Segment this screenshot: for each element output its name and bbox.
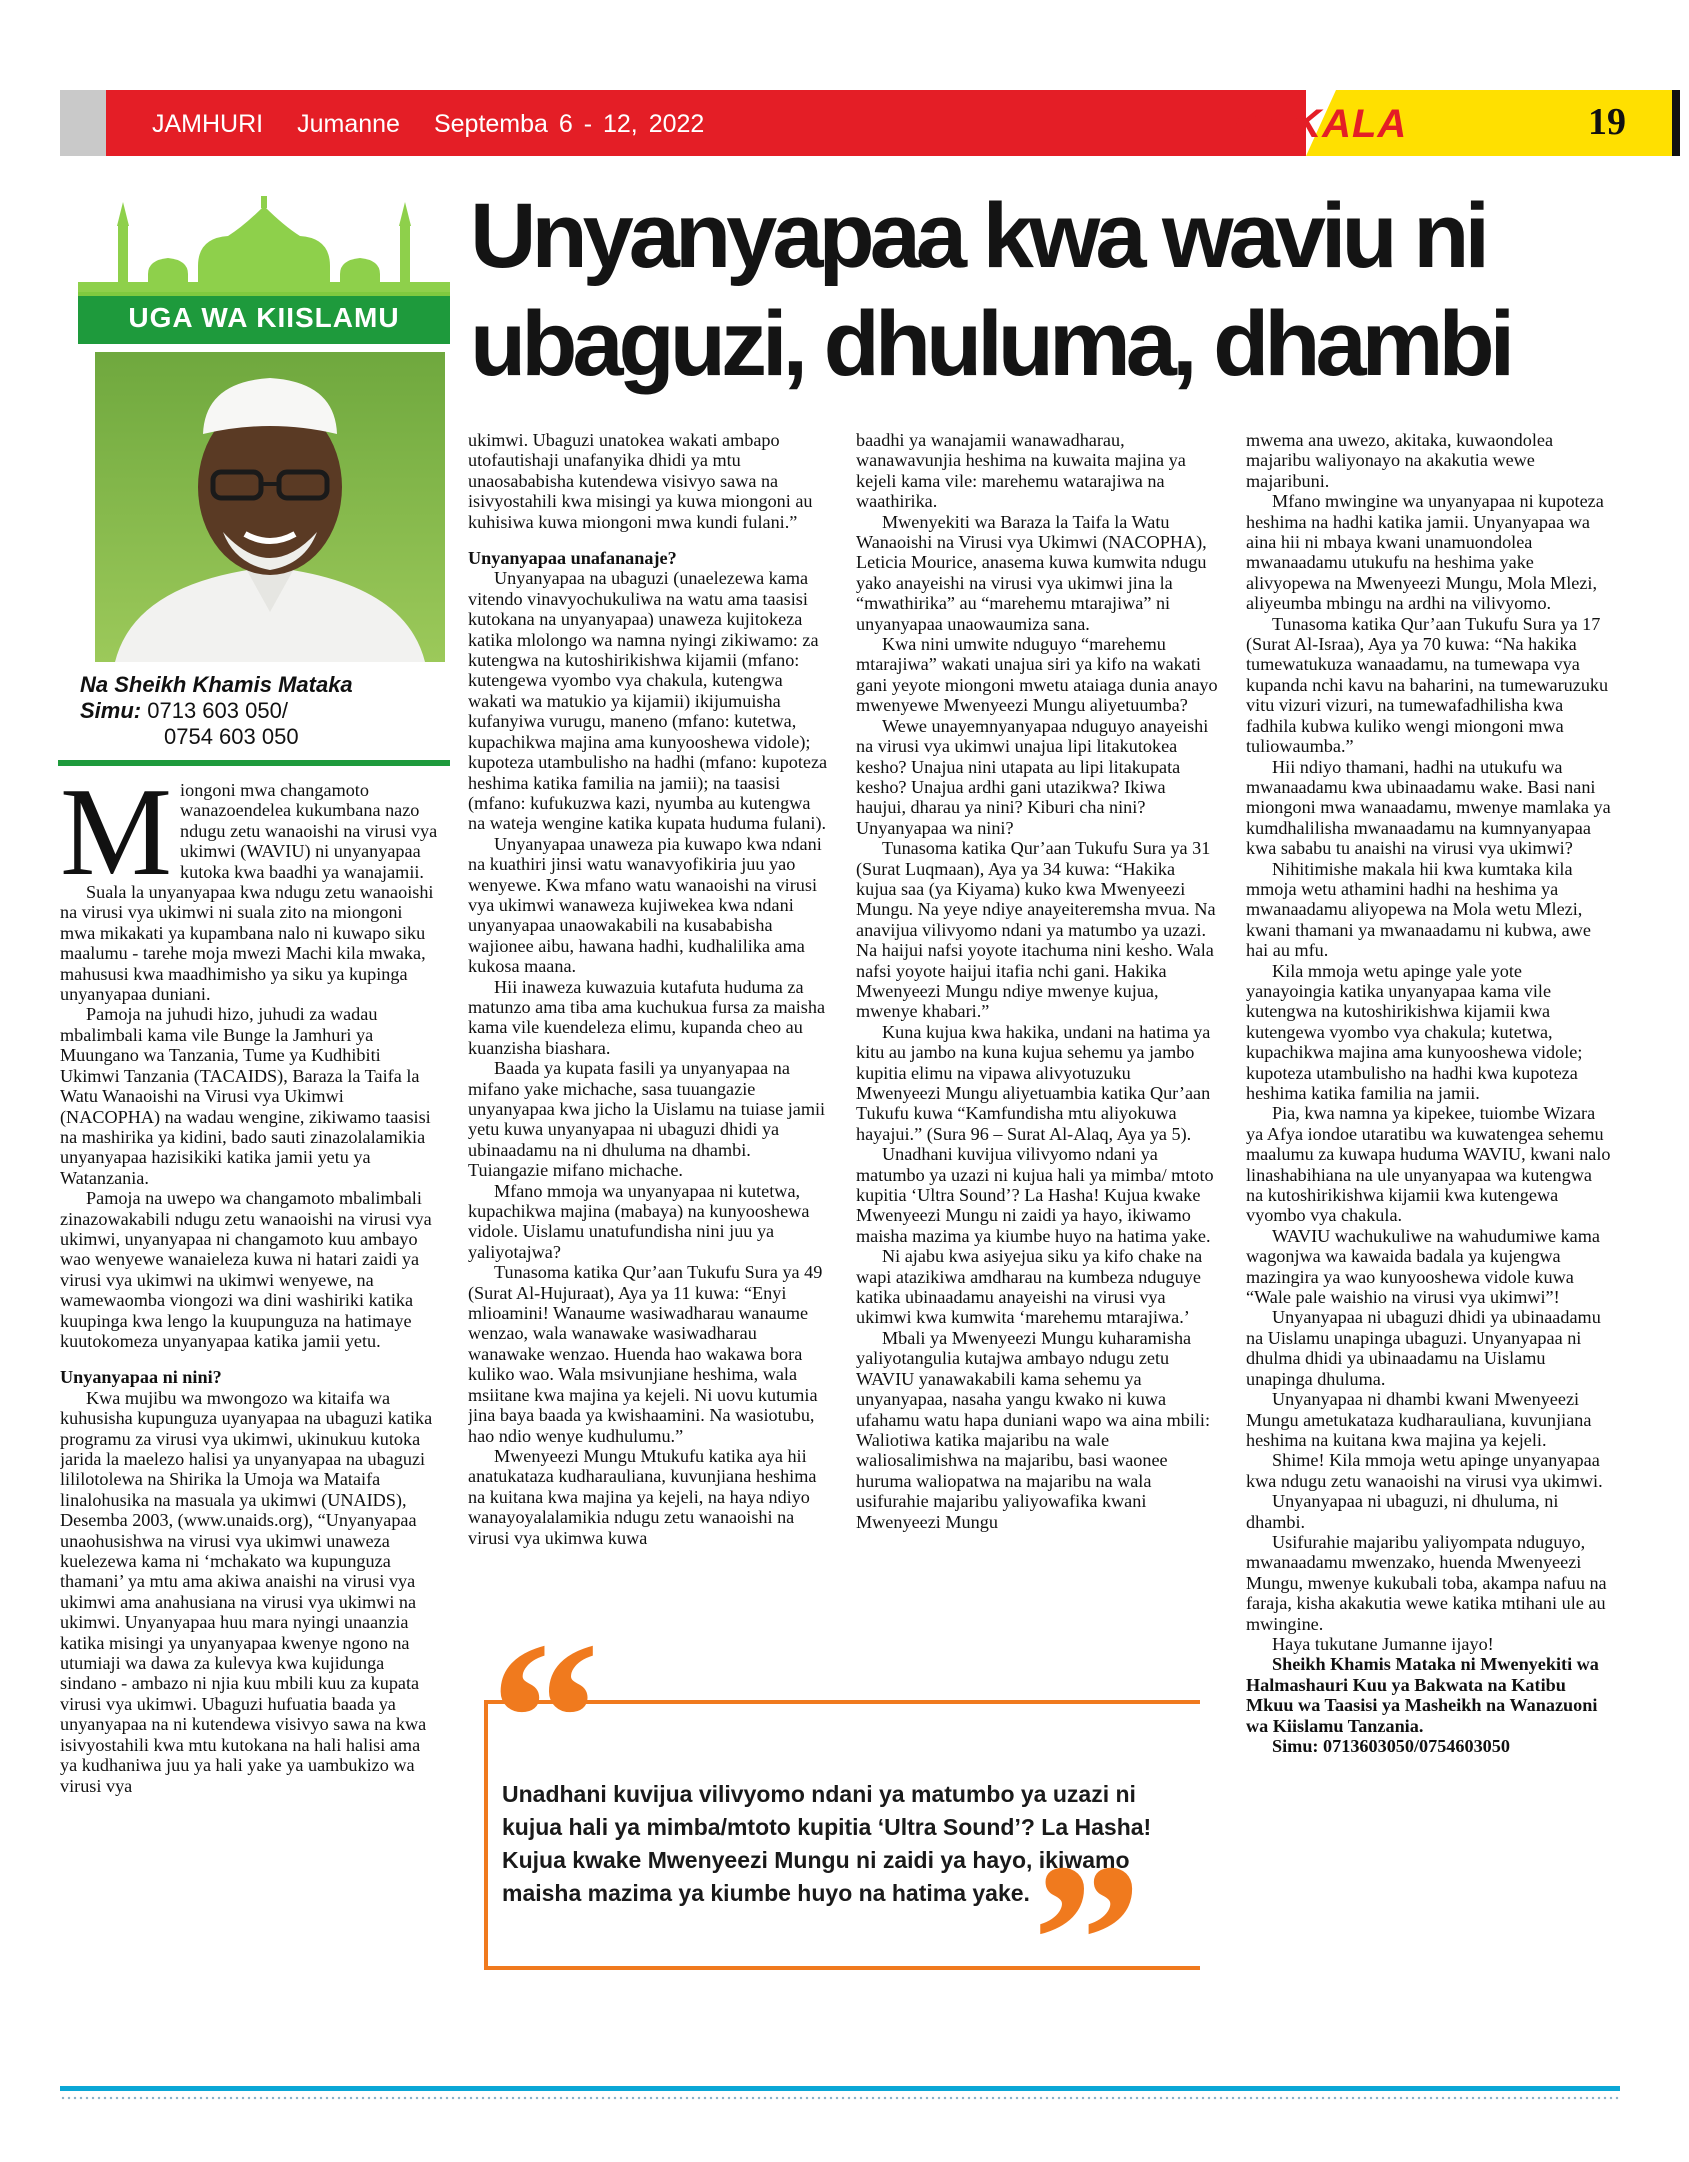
drop-cap: M — [60, 780, 173, 902]
footer-dotted-rule — [60, 2095, 1620, 2100]
page-number: 19 — [1588, 101, 1626, 143]
paragraph: Wewe unayemnyanyapaa nduguyo anayeishi na virusi vya ukimwi unajua lipi litakutokea kesho? Unajua nini utapata au lipi litakupata kesho? Unajua ardhi gani utazikwa? Ikiwa haujui, dharau ya nini? Kiburi cha nini? Unyanyapaa wa nini? — [856, 715, 1209, 838]
paragraph: Mfano mmoja wa unyanyapaa ni kutetwa, kupachikwa majina (mabaya) na kunyooshewa vidole. Uislamu unatufundisha nini juu ya yaliyotajwa? — [468, 1180, 810, 1262]
footer-rule — [60, 2086, 1620, 2091]
header-black-edge — [1672, 90, 1680, 156]
close-quote-icon: ” — [1032, 1818, 1142, 2062]
subheading: Unyanyapaa ni nini? — [60, 1367, 222, 1388]
paragraph: Ni ajabu kwa asiyejua siku ya kifo chake na wapi atazikiwa amdharau na kumbeza nduguye katika ubinaadamu anayeishi na virusi vya ukimwi kwa kumwita ‘marehemu mtarajiwa.’ — [856, 1246, 1203, 1328]
paragraph: Mwenyeezi Mungu Mtukufu katika aya hii anatukataza kudharauliana, kuvunjiana heshima na kuitana kwa majina ya kejeli, na haya ndiyo wanayoyalalamikia ndugu zetu wanaoishi na virusi vya ukimwa kuwa — [468, 1445, 817, 1548]
paragraph: Hii ndiyo thamani, hadhi na utukufu wa mwanaadamu kwa ubinaadamu wake. Basi nani miongoni mwa wanaadamu, mwenye mamlaka ya kumdhalilisha mwanaadamu na kumnyanyapaa kwa sababu tu anaishi na virusi vya ukimwi? — [1246, 756, 1611, 859]
paragraph: Mwenyekiti wa Baraza la Taifa la Watu Wanaoishi na Virusi vya Ukimwi (NACOPHA), Leticia Mourice, anasema kuwa kumwita ndugu yako anayeishi na virusi vya ukimwi jina la “mwathirika” au “marehemu mtarajiwa” ni unyanyapaa unaowaumiza sana. — [856, 511, 1207, 634]
paragraph: Kuna kujua kwa hakika, undani na hatima ya kitu au jambo na kuna kujua sehemu ya jambo kupitia elimu na vipawa alivyotuzuku Mwenyeezi Mungu aliyetuambia katika Qur’aan Tukufu kuwa “Kamfundisha mtu aliyokuwa hayajui.” (Sura 96 – Surat Al-Alaq, Aya ya 5). — [856, 1021, 1211, 1144]
paragraph: Pamoja na uwepo wa changamoto mbalimbali zinazowakabili ndugu zetu wanaoishi na virusi vya ukimwi, unyanyapaa ni changamoto kuu ambayo wao wenyewe wanaieleza kuwa ni hatari zaidi ya virusi vya ukimwi na ukimwi wenyewe, na wamewaomba viongozi wa dini washiriki katika kuupinga kwa lengo la kuupunguza na hatimaye kuutokomeza unyanyapaa katika jamii yetu. — [60, 1188, 432, 1351]
page-header — [60, 90, 1626, 156]
article-column-4 — [1246, 430, 1612, 2130]
paragraph: Nihitimishe makala hii kwa kumtaka kila mmoja wetu athamini hadhi na heshima ya mwanaadamu aliyopewa na Mola wetu Mlezi, kwani thamani ya mwanaadamu ni kubwa, awe hai au mfu. — [1246, 858, 1591, 961]
paragraph: Tunasoma katika Qur’aan Tukufu Sura ya 31 (Surat Luqmaan), Aya ya 34 kuwa: “Hakika kujua saa (ya Kiyama) kuko kwa Mwenyeezi Mungu. Na yeye ndiye anayeiteremsha mvua. Na anavijua vilivyomo ndani ya matumbo ya uzazi. Na haijui nafsi yoyote itachuma nini kesho. Wala nafsi yoyote haijui itafia nchi gani. Hakika Mwenyeezi Mungu ndiye mwenye kujua, mwenye khabari.” — [856, 838, 1216, 1022]
mosque-silhouette-icon — [78, 196, 450, 296]
paragraph: Pia, kwa namna ya kipekee, tuiombe Wizara ya Afya iondoe utaratibu wa kuwatengea sehemu maalumu za kuwapa huduma WAVIU, kwani nalo linashabihiana na ule unyanyapaa wa kutengwa na kutoshirikishwa kijamii kwa kutengewa vyombo vya chakula. — [1246, 1103, 1611, 1226]
paragraph: Shime! Kila mmoja wetu apinge unyanyapaa kwa ndugu zetu wanaoishi na virusi vya ukimwi. — [1246, 1450, 1603, 1491]
paragraph: Usifurahie majaribu yaliyompata nduguyo, mwanaadamu mwenzako, huenda Mwenyeezi Mungu, mwenye kukubali toba, akampa nafuu na faraja, kisha akakutia wewe katika mtihani ule au mwingine. — [1246, 1531, 1607, 1634]
paragraph: Unadhani kuvijua vilivyomo ndani ya matumbo ya uzazi ni kujua hali ya mimba/ mtoto kupitia ‘Ultra Sound’? La Hasha! Kujua kwake Mwenyeezi Mungu ni zaidi ya hayo, ikiwamo maisha mazima ya kiumbe huyo na hatima yake. — [856, 1144, 1214, 1246]
paragraph: Tunasoma katika Qur’aan Tukufu Sura ya 17 (Surat Al-Israa), Aya ya 70 kuwa: “Na hakika tumewatukuza wanaadamu, na tumewapa vya kupanda nchi kavu na baharini, na tumewaruzuku vitu vizuri vizuri, na tumewafadhilisha kwa fadhila kubwa kuliko wengi miongoni mwa tuliowaumba.” — [1246, 613, 1609, 757]
column-logo — [78, 196, 450, 344]
author-photo-icon — [95, 352, 445, 662]
author-contact: Simu: 0713603050/0754603050 — [1272, 1736, 1510, 1756]
header-grey-block — [60, 90, 106, 156]
column-logo-label: UGA WA KIISLAMU — [128, 302, 400, 333]
author-bio: Sheikh Khamis Mataka ni Mwenyekiti wa Halmashauri Kuu ya Bakwata na Katibu Mkuu wa Taasisi ya Masheikh na Wanazuoni wa Kiislamu Tanzania. — [1246, 1654, 1599, 1736]
paragraph: Mfano mwingine wa unyanyapaa ni kupoteza heshima na hadhi katika jamii. Unyanyapaa wa aina hii ni mbaya kwani unamuondolea mwanaadamu utukufu na heshima yake alivyopewa na Mwenyeezi Mungu, Mola Mlezi, aliyeumba mbingu na ardhi na vilivyomo. — [1246, 491, 1604, 614]
paragraph: ukimwi. Ubaguzi unatokea wakati ambapo utofautishaji unafanyika dhidi ya mtu unaosababisha kutendewa visivyo sawa na isivyostahili kwa misingi ya kuwa miongoni au kuhisiwa kuwa miongoni mwa kundi fulani.” — [468, 430, 813, 532]
author-portrait — [95, 352, 445, 662]
paragraph: Haya tukutane Jumanne ijayo! — [1272, 1633, 1494, 1654]
paragraph: Pamoja na juhudi hizo, juhudi za wadau mbalimbali kama vile Bunge la Jamhuri ya Muungano wa Tanzania, Tume ya Kudhibiti Ukimwi Tanzania (TACAIDS), Baraza la Taifa la Watu Wanaoishi na Virusi vya Ukimwi (NACOPHA) na wadau wengine, zikiwamo taasisi na mashirika ya kidini, bado sauti zinazolalamikia unyanyapaa hazisikiki katika jamii yetu ya Watanzania. — [60, 1004, 431, 1188]
paragraph-text: iongoni mwa changamoto wanazoendelea kukumbana nazo ndugu zetu wanaoishi na virusi vya ukimwi (WAVIU) ni unyanyapaa kutoka kwa baadhi ya wanajamii. — [180, 780, 438, 882]
subheading: Unyanyapaa unafananaje? — [468, 548, 677, 569]
paragraph: Tunasoma katika Qur’aan Tukufu Sura ya 49 (Surat Al-Hujuraat), Aya ya 11 kuwa: “Enyi mlioamini! Wanaume wasiwadharau wanaume wenzao, wala wanawake wasiwadharau wanawake wenzao. Huenda hao wakawa bora kuliko wao. Wala msivunjiane heshima, wala msiitane kwa majina ya kejeli. Ni uovu kutumia jina baya baada ya kwishaamini. Na wasiotubu, hao ndio wenye kudhulumu.” — [468, 1262, 823, 1446]
paragraph: Unyanyapaa ni ubaguzi dhidi ya ubinaadamu na Uislamu unapinga ubaguzi. Unyanyapaa ni dhulma dhidi ya ubinaadamu na Uislamu unapinga dhuluma. — [1246, 1307, 1601, 1389]
author-name: Na Sheikh Khamis Mataka — [80, 672, 353, 697]
paragraph: baadhi ya wanajamii wanawadharau, wanawavunjia heshima na kuwaita majina ya kejeli kama vile: marehemu watarajiwa na waathirika. — [856, 430, 1186, 512]
headline-line-2: ubaguzi, dhuluma, dhambi — [470, 293, 1511, 395]
paragraph: WAVIU wachukuliwe na wahudumiwe kama wagonjwa wa kawaida badala ya kujengwa mazingira ya wao kunyooshewa vidole kuwa “Wale pale waishio na virusi vya ukimwi”! — [1246, 1225, 1600, 1308]
byline-divider — [58, 760, 450, 766]
issue-date: Septemba 6 - 12, 2022 — [433, 110, 705, 138]
headline — [470, 182, 1620, 398]
author-phone — [80, 698, 450, 724]
paragraph: mwema ana uwezo, akitaka, kuwaondolea majaribu waliyonayo na akakutia wewe majaribuni. — [1246, 430, 1554, 491]
phone-label: Simu: — [80, 698, 142, 723]
phone-number-2: 0754 603 050 — [164, 724, 299, 749]
section-name: MAKALA — [1228, 102, 1408, 146]
paragraph: Kwa mujibu wa mwongozo wa kitaifa wa kuhusisha kupunguza uyanyapaa na ubaguzi katika programu za virusi vya ukimwi, ukinukuu kutoka jarida la maelezo halisi ya unyanyapaa na ubaguzi lililotolewa na Shirika la Umoja wa Mataifa linalohusika na masuala ya ukimwi (UNAIDS), Desemba 2003, (www.unaids.org), “Unyanyapaa unaohusishwa na virusi vya ukimwi unaweza kuelezewa kama ni ‘mchakato wa kupunguza thamani’ ya mtu ama akiwa anaishi na virusi vya ukimwi ama anahusiana na virusi vya ukimwi na ukimwi. Unyanyapaa huu mara nyingi unaanzia katika misingi ya unyanyapaa kwenye ngono na utumiaji wa dawa za kulevya kwa kujidunga sindano - ambazo ni njia kuu mbili kuu za kupata virusi vya ukimwi. Ubaguzi hufuatia baada ya unyanyapaa na ni kutendewa visivyo sawa na kwa isivyostahili kwa mtu kutokana na hali halisi ama ya kudhaniwa juu ya hali yake ya uambukizo wa virusi vya — [60, 1387, 433, 1796]
header-meta — [152, 110, 738, 139]
paragraph: Kila mmoja wetu apinge yale yote yanayoingia katika unyanyapaa kama vile kutengwa na kutoshirikishwa kijamii kwa kutengewa vyombo vya chakula; kutetwa, kupachikwa majina ama kunyooshewa vidole; kupoteza utambulisho na hadhi kwa kupoteza heshima katika familia na jamii. — [1246, 960, 1583, 1103]
article-column-1 — [60, 780, 440, 1995]
issue-day: Jumanne — [297, 110, 400, 138]
paragraph: Unyanyapaa ni ubaguzi, ni dhuluma, ni dhambi. — [1246, 1491, 1559, 1532]
open-quote-icon: “ — [490, 1596, 600, 1840]
paragraph: Hii inaweza kuwazuia kutafuta huduma za matunzo ama tiba ama kuchukua fursa za maisha kama vile kuendeleza elimu, kupanda cheo au kuanzisha biashara. — [468, 976, 826, 1058]
paragraph: Unyanyapaa unaweza pia kuwapo kwa ndani na kuathiri jinsi watu wanavyofikiria juu yao wenyewe. Kwa mfano watu wanaoishi na virusi vya ukimwi wanaweza kujiwekea kwa ndani unyanyapaa unaowakabili na kusababisha wajionee aibu, hawana hadhi, kudhalilika ama kukosa maana. — [468, 833, 822, 977]
paragraph: Baada ya kupata fasili ya unyanyapaa na mifano yake michache, sasa tuuangazie unyanyapaa kwa jicho la Uislamu na tuiase jamii yetu kuwa unyanyapaa ni ubaguzi dhidi ya ubinaadamu na ni dhuluma na dhambi. Tuiangazie mifano michache. — [468, 1058, 826, 1181]
paper-name: JAMHURI — [152, 110, 264, 138]
paragraph: Kwa nini umwite nduguyo “marehemu mtarajiwa” wakati unajua siri ya kifo na wakati gani yeyote miongoni mwetu ataiaga dunia anayo mwenyewe Mwenyeezi Mungu aliyetuumba? — [856, 634, 1218, 716]
paragraph — [60, 780, 440, 902]
paragraph: Unyanyapaa ni dhambi kwani Mwenyeezi Mungu ametukataza kudharauliana, kuvunjiana heshima na kuitana kwa majina ya kejeli. — [1246, 1389, 1592, 1450]
paragraph: Unyanyapaa na ubaguzi (unaelezewa kama vitendo vinavyochukuliwa na watu ama taasisi kutokana na unyanyapaa) unaweza kujitokeza katika mlolongo wa namna nyingi zikiwamo: za kutengwa na kutoshirikishwa kijamii (mfano: kutengewa vyombo vya chakula, kutengwa wakati wa matukio ya kijamii) ikijumuisha kufanyiwa vurugu, maneno (mfano: kutetwa, kupachikwa majina ama kunyooshewa vidole); kupoteza utambulisho na hadhi (mfano: kupoteza heshima katika familia na jamii); na taasisi (mfano: kufukuzwa kazi, nyumba au kutengwa na wateja wengine katika kupata huduma fulani). — [468, 568, 828, 834]
paragraph: Mbali ya Mwenyeezi Mungu kuharamisha yaliyotangulia kutajwa ambayo ndugu zetu WAVIU yanawakabili kama sehemu ya unyanyapaa, nasaha yangu kwako ni kuwa ufahamu watu hapa duniani wapo wa aina mbili: Waliotiwa katika majaribu na wale waliosalimishwa na majaribu, basi waonee huruma waliopatwa na majaribu na wala usifurahie majaribu yaliyowafika kwani Mwenyeezi Mungu — [856, 1327, 1211, 1532]
headline-line-1: Unyanyapaa kwa waviu ni — [470, 185, 1486, 287]
pull-quote — [470, 1596, 1230, 2062]
phone-number-1: 0713 603 050/ — [147, 698, 288, 723]
paragraph: Suala la unyanyapaa kwa ndugu zetu wanaoishi na virusi vya ukimwi ni suala zito na miongoni mwa mikakati ya kupambana nalo ni kuwapo siku maalumu - tarehe moja mwezi Machi kila mwaka, mahususi kwa maadhimisho ya siku ya kupinga unyanyapaa duniani. — [60, 882, 434, 1005]
byline — [80, 672, 450, 750]
pull-quote-text: Unadhani kuvijua vilivyomo ndani ya matumbo ya uzazi ni kujua hali ya mimba/mtoto kupitia ‘Ultra Sound’? La Hasha! Kujua kwake Mwenyeezi Mungu ni zaidi ya hayo, ikiwamo maisha mazima ya kiumbe huyo na hatima yake. — [502, 1781, 1152, 1906]
